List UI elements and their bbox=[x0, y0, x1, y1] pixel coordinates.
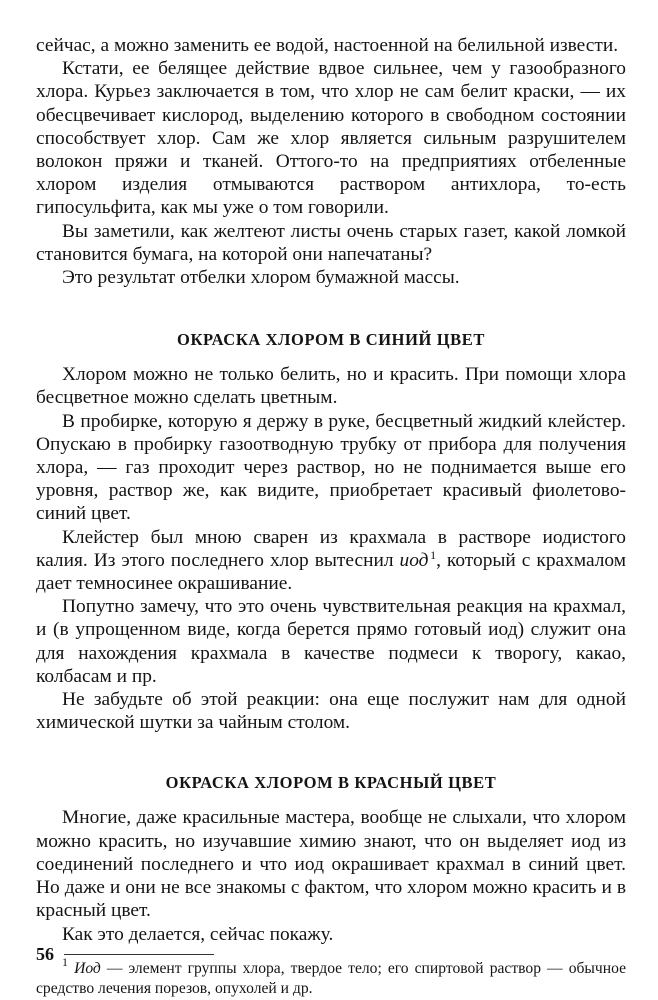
paragraph: Хлором можно не только белить, но и красить. При помощи хлора бесцветное можно сделать цветным. bbox=[36, 364, 626, 409]
page-number: 56 bbox=[36, 944, 54, 964]
paragraph: В пробирке, которую я держу в руке, бесцветный жидкий клейстер. Опускаю в пробирку газоотводную трубку от прибора для получения хлора, — газ проходит через раствор, но не поднимается выше его уровня, раствор же, как видите, приобретает красивый фиолетово-синий цвет. bbox=[36, 410, 626, 525]
footnote-term: Иод bbox=[74, 959, 101, 977]
footnote-divider bbox=[64, 954, 214, 955]
footnote-body: — элемент группы хлора, твердое тело; его спиртовой раствор — обычное средство лечения порезов, опухолей и др. bbox=[36, 959, 626, 997]
text-run: , который с крахмалом дает темносинее окрашивание. bbox=[36, 549, 627, 595]
paragraph: Это результат отбелки хлором бумажной массы. bbox=[62, 267, 460, 289]
paragraph: Попутно замечу, что это очень чувствительная реакция на крахмал, и (в упрощенном виде, когда берется прямо готовый иод) служит она для нахождения крахмала в качестве подмеси к творогу, какао, колбасам и пр. bbox=[36, 596, 626, 687]
page-body bbox=[36, 34, 626, 999]
paragraph: Вы заметили, как желтеют листы очень старых газет, какой ломкой становится бумага, на которой они напечатаны? bbox=[36, 220, 626, 265]
paragraph: Кстати, ее белящее действие вдвое сильнее, чем у газообразного хлора. Курьез заключается в том, что хлор не сам белит краски, — их обесцвечивает кислород, выделению которого в свободном состоянии способствует хлор. Сам же хлор является сильным разрушителем волокон пряжи и тканей. Оттого-то на предприятиях отбеленные хлором изделия отмываются раствором антихлора, то-есть гипосульфита, как мы уже о том говорили. bbox=[36, 58, 626, 219]
section-heading: ОКРАСКА ХЛОРОМ В СИНИЙ ЦВЕТ bbox=[177, 330, 485, 350]
text-run: Клейстер был мною сварен из крахмала в растворе иодистого калия. Из этого последнего хлор вытеснил bbox=[36, 526, 626, 571]
footnote-ref: 1 bbox=[430, 547, 437, 562]
italic-term: иод bbox=[399, 549, 429, 571]
paragraph: Не забудьте об этой реакции: она еще послужит нам для одной химической шутки за чайным столом. bbox=[36, 689, 626, 734]
section-heading: ОКРАСКА ХЛОРОМ В КРАСНЫЙ ЦВЕТ bbox=[165, 773, 497, 793]
paragraph: Многие, даже красильные мастера, вообще не слыхали, что хлором можно красить, но изучавшие химию знают, что он выделяет иод из соединений последнего и что иод окрашивает крахмал в синий цвет. Но даже и они не все знакомы с фактом, что хлором можно красить и в красный цвет. bbox=[36, 807, 626, 922]
footnote-mark: 1 bbox=[62, 954, 68, 969]
paragraph bbox=[36, 526, 626, 596]
paragraph: Как это делается, сейчас покажу. bbox=[62, 923, 334, 945]
paragraph: сейчас, а можно заменить ее водой, настоенной на белильной извести. bbox=[36, 35, 619, 56]
